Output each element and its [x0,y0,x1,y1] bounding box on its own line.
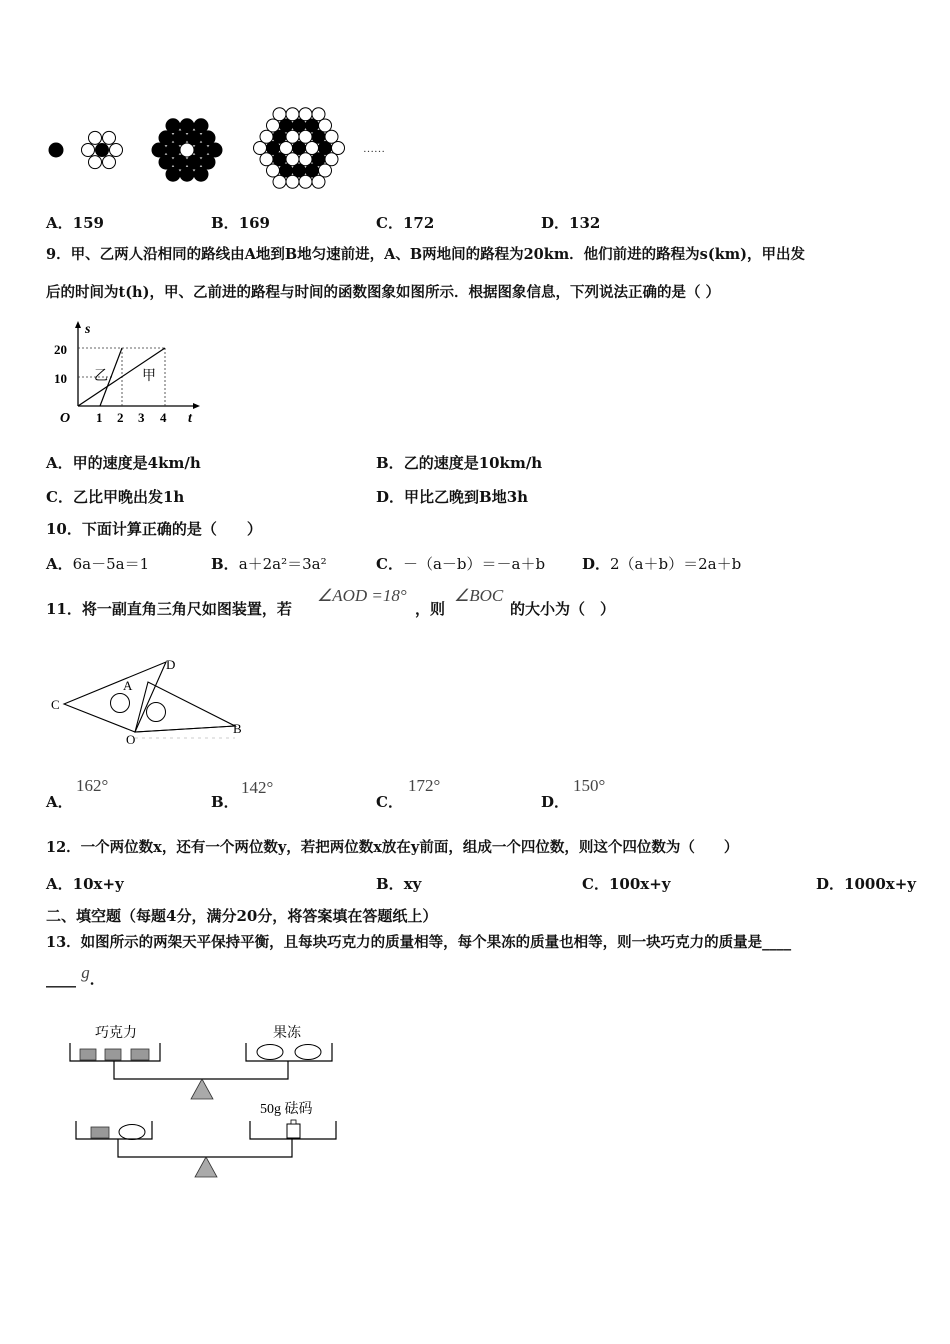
scale-1 [70,1024,332,1099]
white-dot [286,108,299,121]
yi-label: 乙 [94,369,108,384]
label-o: O [126,732,136,747]
option-text: 159 [72,214,104,232]
set-square-figure [48,652,258,752]
label-b: B [233,721,242,736]
option-text: 甲比乙晚到B地3h [404,488,529,506]
q10-option-d[interactable] [582,553,741,574]
x-tick-2: 2 [117,410,124,425]
q11-stem-part2: ，则 [415,600,446,618]
q12-option-a[interactable] [46,873,124,894]
scale-2 [76,1100,336,1177]
black-dot [159,131,173,145]
q9-option-d[interactable] [376,486,528,507]
q8-option-b[interactable] [211,212,270,233]
black-dot [187,155,201,169]
origin-label: O [60,411,71,426]
q11-option-b[interactable] [211,791,239,812]
q12-option-c[interactable] [582,873,671,894]
black-dot [180,119,194,133]
pattern-4 [254,108,345,189]
q11-option-d[interactable] [541,791,569,812]
white-dot [103,131,116,144]
section-heading: 二、填空题（每题4分，满分20分，将答案填在答题纸上） [46,907,438,925]
option-letter: B． [211,214,239,232]
option-letter: B． [211,793,239,811]
label-a: A [123,678,133,693]
black-dot [194,143,208,157]
option-text: 10x+y [72,875,124,893]
pattern-2 [82,131,123,168]
jia-label: 甲 [142,369,156,384]
q13-stem-line2 [46,963,105,989]
option-letter: D． [541,214,570,232]
option-letter: B． [376,454,404,472]
q8-option-a[interactable] [46,212,104,233]
option-text: 乙的速度是10km/h [403,454,543,472]
q9-option-c[interactable] [46,486,184,507]
white-dot [286,175,299,188]
option-letter: A． [46,793,73,811]
option-letter: D． [816,875,845,893]
option-letter: A． [46,214,73,232]
black-dot [173,131,187,145]
option-text: 100x+y [608,875,671,893]
black-dot [152,143,166,157]
q12-option-b[interactable] [376,873,421,894]
x-tick-1: 1 [96,410,103,425]
black-dot [194,119,208,133]
option-text: 172 [402,214,435,232]
s-axis-label: s [85,322,91,337]
q10-option-a[interactable] [46,553,149,574]
q9-stem-line2: 后的时间为t(h)，甲、乙前进的路程与时间的函数图象如图所示．根据图象信息，下列说法正确的是（ ） [46,284,721,301]
black-dot [173,155,187,169]
white-dot [89,131,102,144]
q11-option-b-value: 142° [241,778,274,797]
white-dot [89,156,102,169]
y-tick-20: 20 [54,342,67,357]
black-dot [96,144,109,157]
answer-blank[interactable]: ____ [46,970,76,988]
q11-option-c[interactable] [376,791,403,812]
pattern-1 [49,143,64,158]
option-letter: C． [46,488,73,506]
period: ． [89,970,105,988]
q11-option-c-value: 172° [408,776,441,795]
unit-g: g [81,963,90,982]
option-letter: D． [376,488,405,506]
black-dot [208,143,222,157]
q9-option-b[interactable] [376,452,542,473]
option-text: a＋2a²＝3a² [238,555,327,573]
white-dot [110,144,123,157]
q10-option-c[interactable] [376,553,545,574]
q12-option-d[interactable] [816,873,916,894]
black-dot [187,131,201,145]
black-dot [159,155,173,169]
option-letter: D． [582,555,611,573]
q11-condition-angle: ∠AOD =18° [317,586,407,605]
hexagon-dot-pattern-figure [40,95,400,205]
weight-label: 50g 砝码 [260,1102,313,1117]
option-text: 169 [238,214,270,232]
white-dot [299,108,312,121]
q13-stem-line1: 13．如图所示的两架天平保持平衡，且每块巧克力的质量相等，每个果冻的质量也相等，则一块巧克力的质量是____ [46,934,792,951]
q8-option-c[interactable] [376,212,434,233]
black-dot [166,167,180,181]
option-letter: C． [376,793,403,811]
option-letter: D． [541,793,570,811]
black-dot [166,119,180,133]
option-text: xy [403,875,422,893]
q11-stem-part1: 11．将一副直角三角尺如图装置，若 [46,600,292,618]
white-dot [180,143,194,157]
option-letter: A． [46,555,73,573]
y-tick-10: 10 [54,371,67,386]
jelly-label: 果冻 [273,1026,301,1041]
q11-target-angle: ∠BOC [454,586,504,605]
option-letter: B． [211,555,239,573]
option-letter: C． [582,875,609,893]
white-dot [312,175,325,188]
option-letter: C． [376,555,403,573]
q10-stem: 10．下面计算正确的是（ ） [46,520,262,538]
option-text: 6a－5a＝1 [72,555,150,573]
x-tick-3: 3 [138,410,145,425]
q9-option-a[interactable] [46,452,201,473]
option-text: －（a－b）＝－a＋b [402,555,546,573]
continuation-dots: …… [363,143,385,155]
pattern-3 [152,119,222,181]
q9-stem-line1: 9．甲、乙两人沿相同的路线由A地到B地匀速前进，A、B两地间的路程为20km．他们前进的路程为s(km)，甲出发 [46,246,805,263]
option-letter: B． [376,875,404,893]
option-letter: A． [46,454,73,472]
black-dot [166,143,180,157]
option-text: 甲的速度是4km/h [72,454,201,472]
q8-option-d[interactable] [541,212,600,233]
white-dot [103,156,116,169]
black-dot [180,167,194,181]
distance-time-graph [50,318,210,430]
option-text: 132 [569,214,601,232]
option-text: 2（a＋b）＝2a＋b [610,555,742,573]
q11-option-a[interactable] [46,791,73,812]
option-letter: A． [46,875,73,893]
chocolate-label: 巧克力 [95,1026,137,1041]
label-c: C [51,697,60,712]
q10-option-b[interactable] [211,553,327,574]
q11-option-a-value: 162° [76,776,109,795]
option-text: 乙比甲晚出发1h [72,488,185,506]
black-dot [194,167,208,181]
white-dot [299,175,312,188]
white-dot [267,119,280,132]
x-tick-4: 4 [160,410,167,425]
q12-stem: 12．一个两位数x，还有一个两位数y，若把两位数x放在y前面，组成一个四位数，则这个四位数为（ ） [46,839,739,856]
balance-scales-figure [60,1015,350,1185]
t-axis-label: t [188,411,192,426]
white-dot [82,144,95,157]
black-dot [201,155,215,169]
q11-stem-part3: 的大小为（ ） [510,600,616,618]
black-dot [201,131,215,145]
option-text: 1000x+y [844,875,916,893]
label-d: D [166,657,176,672]
option-letter: C． [376,214,403,232]
q11-option-d-value: 150° [573,776,606,795]
